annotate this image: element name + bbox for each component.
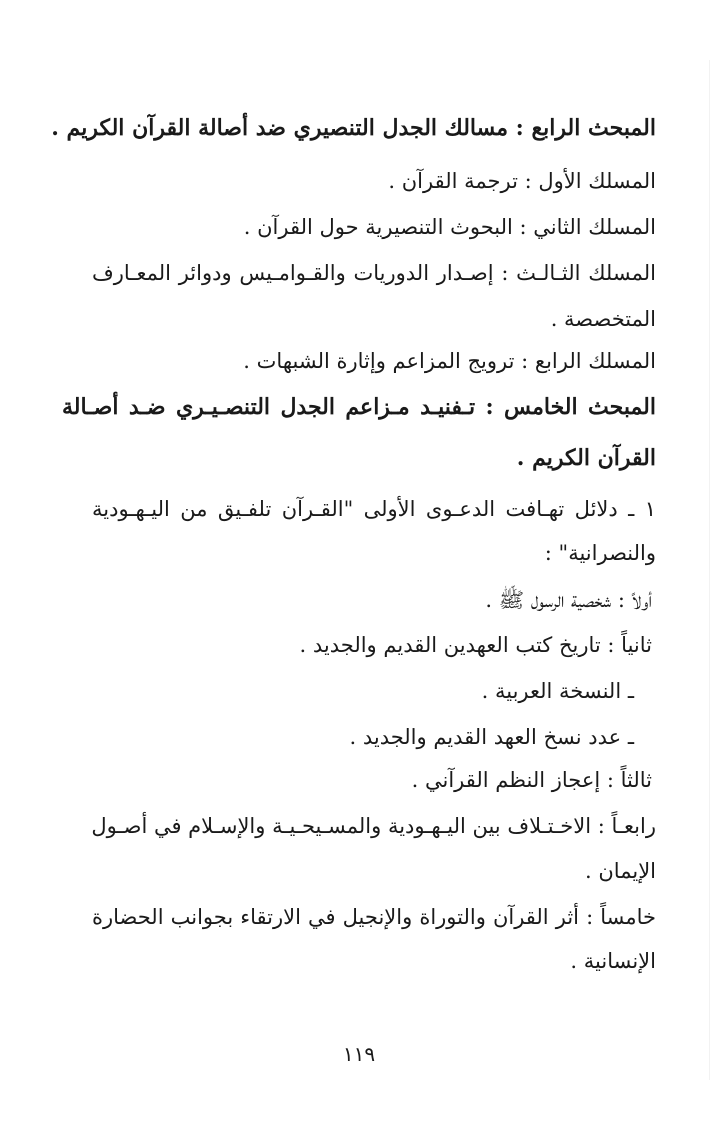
list-item: المسلك الثاني : البحوث التنصيرية حول القرآن . <box>243 215 656 239</box>
list-item: رابعـاً : الاخـتـلاف بين اليـهـودية والمسـيحـيـة والإسـلام في أصـول <box>91 814 656 838</box>
list-item-continuation: الإنسانية . <box>570 949 656 973</box>
list-item: ١ ـ دلائل تهـافت الدعـوى الأولى "القـرآن تلفـيق من اليـهـودية <box>92 497 656 521</box>
page-edge <box>709 60 710 1080</box>
section-heading-4: المبحث الرابع : مسالك الجدل التنصيري ضد أصالة القرآن الكريم . <box>51 115 656 141</box>
list-item: ثالثاً : إعجاز النظم القرآني . <box>411 768 652 792</box>
page-number: ١١٩ <box>342 1042 376 1066</box>
list-item: المسلك الرابع : ترويج المزاعم وإثارة الشبهات . <box>243 349 656 373</box>
list-item: أولاً : شخصية الرسول ﷺ . <box>485 588 652 612</box>
list-item: ثانياً : تاريخ كتب العهدين القديم والجديد . <box>299 633 652 657</box>
section-heading-5: المبحث الخامس : تـفنيـد مـزاعم الجدل التنصـيـري ضـد أصـالة <box>62 394 656 420</box>
list-subitem: ـ النسخة العربية . <box>481 679 634 703</box>
section-heading-5-continuation: القرآن الكريم . <box>516 445 656 471</box>
list-item-continuation: المتخصصة . <box>550 307 656 331</box>
list-item-continuation: الإيمان . <box>585 859 656 883</box>
list-item-continuation: والنصرانية" : <box>544 541 656 565</box>
list-subitem: ـ عدد نسخ العهد القديم والجديد . <box>349 725 634 749</box>
list-item: المسلك الثـالـث : إصـدار الدوريات والقـوامـيس ودوائر المعـارف <box>92 261 656 285</box>
list-item: المسلك الأول : ترجمة القرآن . <box>388 169 656 193</box>
list-item: خامساً : أثر القرآن والتوراة والإنجيل في الارتقاء بجوانب الحضارة <box>92 905 656 929</box>
